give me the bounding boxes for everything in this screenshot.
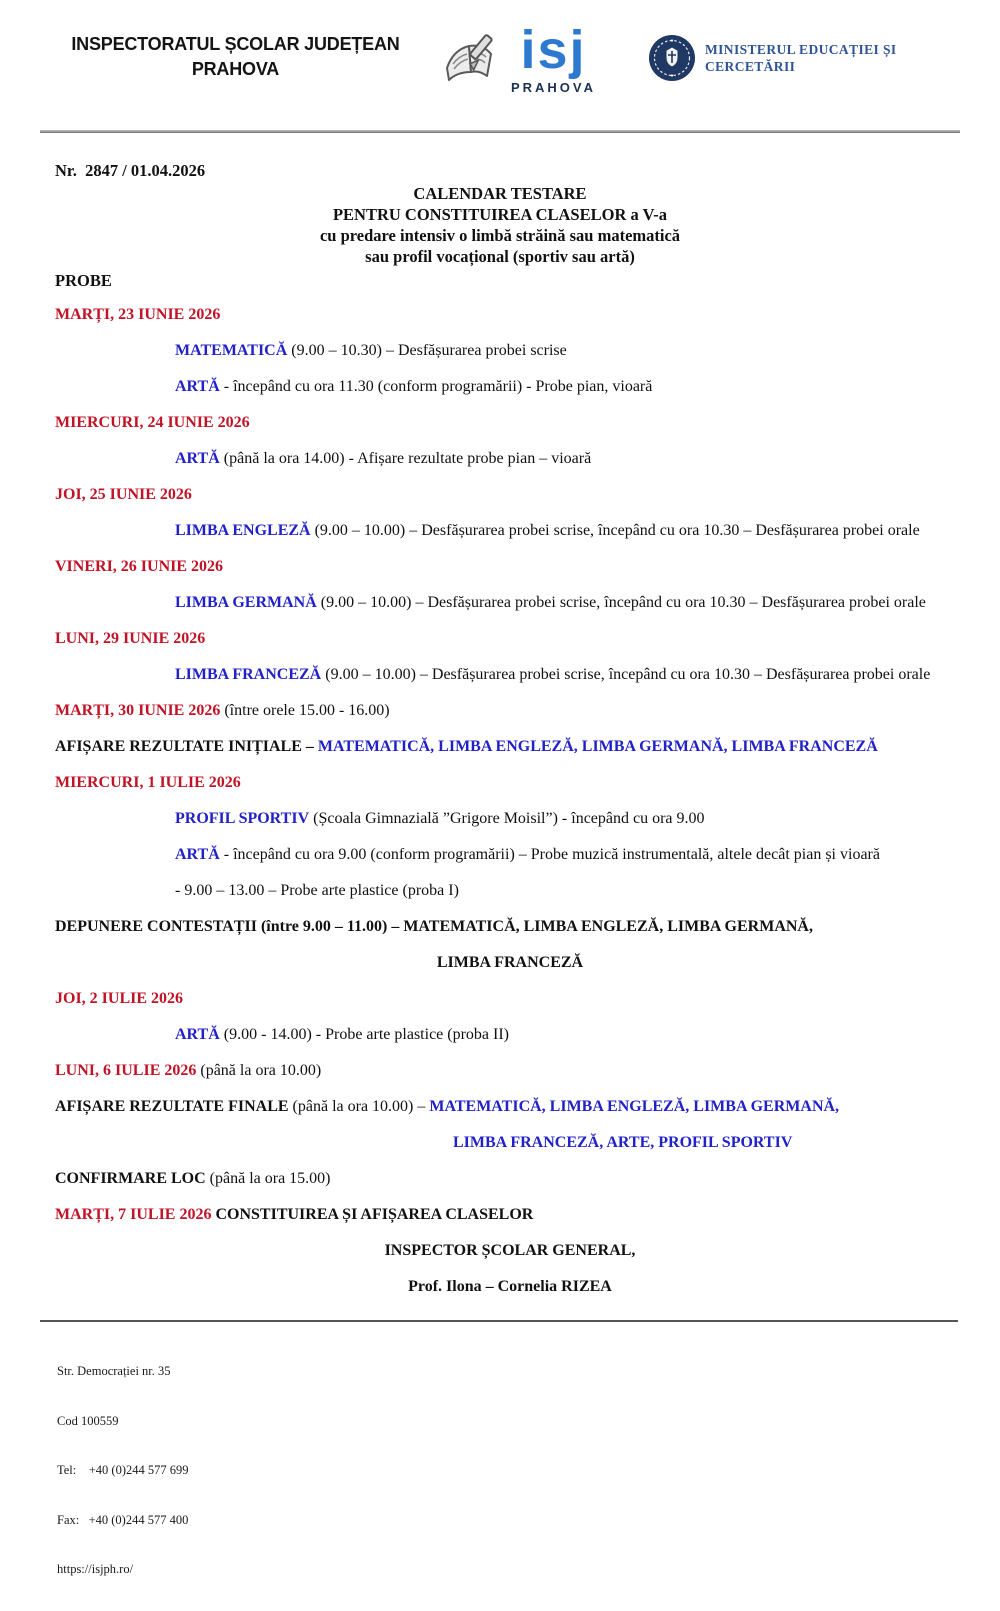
- schedule-line: [55, 1197, 965, 1233]
- schedule-segment: ARTĂ: [175, 378, 220, 395]
- title-line-3: cu predare intensiv o limbă străină sau matematică: [319, 226, 681, 245]
- schedule-line: [55, 441, 965, 477]
- document-number: Nr. 2847 / 01.04.2026: [55, 161, 206, 180]
- schedule-segment: PROFIL SPORTIV: [175, 810, 310, 827]
- footer-fax: Fax: +40 (0)244 577 400: [57, 1512, 189, 1527]
- institution-name: [60, 32, 411, 82]
- schedule-segment: (9.00 – 10.30) – Desfășurarea probei scrise: [287, 342, 567, 359]
- signature-name: Prof. Ilona – Cornelia RIZEA: [408, 1278, 612, 1295]
- schedule-segment: - începând cu ora 9.00 (conform programării) – Probe muzică instrumentală, altele decât pian și vioară: [219, 846, 880, 863]
- schedule-segment: (până la ora 14.00) - Afișare rezultate probe pian – vioară: [219, 450, 592, 467]
- schedule-segment: MIERCURI, 24 IUNIE 2026: [55, 414, 250, 431]
- schedule-segment: ARTĂ: [175, 1026, 220, 1043]
- schedule-segment: CONFIRMARE LOC: [55, 1170, 206, 1187]
- probe-label: PROBE: [55, 271, 112, 290]
- signature-block: [55, 1233, 965, 1305]
- schedule-segment: (9.00 – 10.00) – Desfășurarea probei scrise, începând cu ora 10.30 – Desfășurarea probei orale: [321, 666, 931, 683]
- schedule-line: [55, 549, 965, 585]
- schedule-segment: VINERI, 26 IUNIE 2026: [55, 558, 224, 575]
- schedule-segment: - 9.00 – 13.00 – Probe arte plastice (proba I): [175, 882, 459, 899]
- book-pencil-icon: [439, 30, 505, 92]
- schedule-segment: JOI, 25 IUNIE 2026: [55, 486, 192, 503]
- footer-separator: [40, 1320, 958, 1322]
- isj-logo: [439, 20, 596, 95]
- schedule-line: [55, 693, 965, 729]
- schedule-segment: (Școala Gimnazială ”Grigore Moisil”) - începând cu ora 9.00: [309, 810, 705, 827]
- schedule-line: [55, 297, 965, 333]
- schedule-line: [55, 729, 965, 765]
- schedule-line: [55, 1053, 965, 1089]
- schedule-segment: (până la ora 15.00): [205, 1170, 331, 1187]
- institution-line1: INSPECTORATUL ȘCOLAR JUDEȚEAN: [71, 34, 400, 54]
- schedule-segment: LUNI, 29 IUNIE 2026: [55, 630, 206, 647]
- schedule-line: [55, 513, 965, 549]
- schedule-segment: - începând cu ora 11.30 (conform programării) - Probe pian, vioară: [219, 378, 653, 395]
- schedule-line: [55, 369, 965, 405]
- ministry-name: MINISTERUL EDUCAȚIEI ȘI CERCETĂRII: [705, 42, 897, 74]
- schedule-segment: (9.00 – 10.00) – Desfășurarea probei scrise, începând cu ora 10.30 – Desfășurarea probei orale: [310, 522, 920, 539]
- schedule-line: [55, 585, 965, 621]
- schedule-line: [55, 1125, 965, 1161]
- schedule-line: [55, 477, 965, 513]
- title-line-2: PENTRU CONSTITUIREA CLASELOR a V-a: [332, 205, 668, 224]
- schedule-line: [55, 405, 965, 441]
- schedule-segment: LIMBA FRANCEZĂ: [436, 954, 584, 971]
- schedule-line: [55, 909, 965, 945]
- schedule-segment: CONSTITUIREA ȘI AFIȘAREA CLASELOR: [211, 1206, 534, 1223]
- schedule-segment: MATEMATICĂ: [175, 342, 288, 359]
- schedule-line: [55, 945, 965, 981]
- schedule-segment: MARȚI, 30 IUNIE 2026: [55, 702, 221, 719]
- schedule-segment: ARTĂ: [175, 846, 220, 863]
- schedule-line: [55, 837, 965, 873]
- schedule-segment: JOI, 2 IULIE 2026: [55, 990, 184, 1007]
- schedule-segment: MATEMATICĂ, LIMBA ENGLEZĂ, LIMBA GERMANĂ, LIMBA FRANCEZĂ: [317, 738, 878, 755]
- schedule-segment: (până la ora 10.00) –: [288, 1098, 430, 1115]
- schedule-segment: MATEMATICĂ, LIMBA ENGLEZĂ, LIMBA GERMANĂ,: [429, 1098, 840, 1115]
- schedule-line: [55, 621, 965, 657]
- government-seal-icon: [648, 34, 696, 82]
- schedule-segment: LIMBA FRANCEZĂ: [175, 666, 322, 683]
- schedule-segment: MIERCURI, 1 IULIE 2026: [55, 774, 241, 791]
- isj-logo-region: PRAHOVA: [510, 80, 596, 95]
- schedule-segment: (până la ora 10.00): [196, 1062, 322, 1079]
- footer-website: https://isjph.ro/: [57, 1562, 134, 1576]
- schedule-segment: (9.00 - 14.00) - Probe arte plastice (proba II): [219, 1026, 510, 1043]
- document-title: [0, 183, 1000, 267]
- title-line-1: CALENDAR TESTARE: [413, 184, 587, 203]
- schedule-segment: MARȚI, 7 IULIE 2026: [55, 1206, 212, 1223]
- schedule-segment: LIMBA FRANCEZĂ, ARTE, PROFIL SPORTIV: [453, 1134, 793, 1151]
- institution-line2: PRAHOVA: [191, 59, 280, 79]
- schedule-segment: LIMBA GERMANĂ: [175, 594, 317, 611]
- schedule-line: [55, 765, 965, 801]
- schedule-segment: LUNI, 6 IULIE 2026: [55, 1062, 197, 1079]
- ministry-branding: [648, 34, 960, 82]
- schedule-line: [55, 981, 965, 1017]
- schedule-line: [55, 657, 965, 693]
- schedule-line: [55, 801, 965, 837]
- letterhead: [0, 0, 1000, 110]
- schedule-segment: AFIȘARE REZULTATE INIȚIALE –: [55, 738, 318, 755]
- schedule-segment: AFIȘARE REZULTATE FINALE: [55, 1098, 289, 1115]
- schedule-segment: (între orele 15.00 - 16.00): [220, 702, 390, 719]
- schedule-line: [55, 1017, 965, 1053]
- signature-title: INSPECTOR ȘCOLAR GENERAL,: [384, 1242, 636, 1259]
- schedule-line: [55, 1161, 965, 1197]
- footer-tel: Tel: +40 (0)244 577 699: [57, 1463, 189, 1477]
- schedule-segment: LIMBA ENGLEZĂ: [175, 522, 311, 539]
- schedule-line: [55, 333, 965, 369]
- schedule-segment: MARȚI, 23 IUNIE 2026: [55, 306, 221, 323]
- schedule-line: [55, 873, 965, 909]
- schedule-line: [55, 1089, 965, 1125]
- footer-postal-code: Cod 100559: [57, 1413, 119, 1428]
- schedule-segment: (9.00 – 10.00) – Desfășurarea probei scrise, începând cu ora 10.30 – Desfășurarea probei orale: [316, 594, 926, 611]
- footer-address: Str. Democrației nr. 35: [57, 1364, 171, 1378]
- footer-contact: [57, 1330, 189, 1611]
- header-separator: [40, 130, 960, 133]
- title-line-4: sau profil vocațional (sportiv sau artă): [365, 247, 635, 266]
- schedule: [55, 297, 965, 1233]
- schedule-segment: DEPUNERE CONTESTAȚII (între 9.00 – 11.00) – MATEMATICĂ, LIMBA ENGLEZĂ, LIMBA GERMANĂ,: [55, 918, 813, 935]
- schedule-segment: ARTĂ: [175, 450, 220, 467]
- isj-logo-text: isj: [520, 20, 587, 80]
